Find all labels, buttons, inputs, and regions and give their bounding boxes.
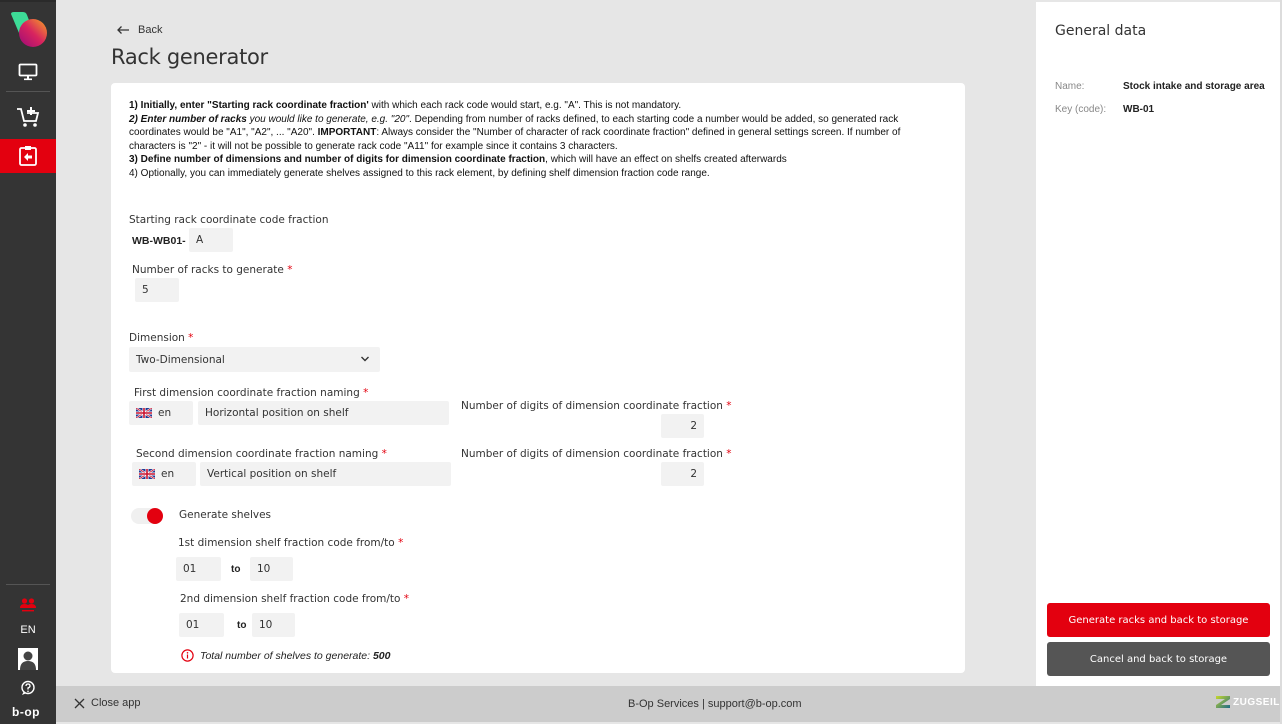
toggle-knob bbox=[147, 508, 163, 524]
close-app-button[interactable] bbox=[74, 697, 141, 709]
name-value: Stock intake and storage area bbox=[1123, 81, 1265, 92]
main-content bbox=[56, 2, 1036, 686]
start-code-prefix: WB-WB01- bbox=[132, 235, 186, 247]
code-key: Key (code): bbox=[1055, 104, 1107, 115]
second-naming-input[interactable]: Vertical position on shelf bbox=[200, 462, 451, 486]
first-digits-input[interactable]: 2 bbox=[661, 414, 704, 438]
sidebar-item-monitor[interactable] bbox=[0, 55, 56, 89]
uk-flag-icon bbox=[136, 408, 152, 418]
range1-to-label: to bbox=[231, 564, 241, 575]
dimension-select[interactable] bbox=[129, 347, 380, 372]
footer-support: B-Op Services | support@b-op.com bbox=[628, 698, 802, 710]
users-icon[interactable] bbox=[19, 597, 37, 613]
range1-from-input[interactable]: 01 bbox=[176, 557, 221, 581]
start-code-label: Starting rack coordinate code fraction bbox=[129, 214, 329, 226]
info-icon bbox=[181, 649, 194, 662]
racks-count-label: Number of racks to generate * bbox=[132, 264, 293, 276]
first-lang-value: en bbox=[158, 407, 172, 419]
sidebar-item-rack-generator[interactable] bbox=[0, 139, 56, 173]
rack-generator-form bbox=[111, 83, 965, 673]
close-app-label: Close app bbox=[91, 697, 141, 709]
second-lang-value: en bbox=[161, 468, 175, 480]
second-naming-label: Second dimension coordinate fraction naming * bbox=[136, 448, 387, 460]
total-shelves-info bbox=[181, 649, 391, 662]
sidebar bbox=[0, 0, 56, 724]
first-naming-input[interactable]: Horizontal position on shelf bbox=[198, 401, 449, 425]
first-digits-label: Number of digits of dimension coordinate fraction * bbox=[461, 400, 732, 412]
instructions bbox=[129, 99, 949, 180]
bop-logo: b-op bbox=[12, 705, 40, 719]
range2-to-input[interactable]: 10 bbox=[252, 613, 295, 637]
brand-text: ZUGSEIL bbox=[1233, 696, 1280, 708]
add-to-cart-icon bbox=[16, 105, 40, 129]
first-lang-select[interactable] bbox=[129, 401, 193, 425]
language-switch[interactable]: EN bbox=[20, 624, 36, 636]
clipboard-arrow-icon bbox=[18, 145, 38, 167]
footer bbox=[56, 686, 1282, 722]
first-naming-label: First dimension coordinate fraction naming * bbox=[134, 387, 369, 399]
app-logo-icon[interactable] bbox=[8, 10, 48, 50]
instruction-2: 2) Enter number of racks you would like to generate, e.g. "20". Depending from number of racks defined, to each starting code a number would be added, so generated rack coordinates would be "A1", "A2", ... "A20". IMPORTANT: Always consider the "Number of character of rack coordinate fraction" defined in general settings screen. If number of characters is "2" - it will not be possible to generate rack code "A11" for example since it contains 3 characters. bbox=[129, 113, 901, 152]
start-code-input[interactable]: A bbox=[189, 228, 233, 252]
sidebar-divider bbox=[6, 91, 50, 92]
range1-label: 1st dimension shelf fraction code from/to * bbox=[178, 537, 404, 549]
monitor-icon bbox=[18, 63, 38, 81]
instruction-1: 1) Initially, enter "Starting rack coordinate fraction' with which each rack code would start, e.g. "A". This is not mandatory. bbox=[129, 100, 682, 111]
second-lang-select[interactable] bbox=[132, 462, 196, 486]
chevron-down-icon bbox=[360, 355, 370, 363]
back-link[interactable] bbox=[116, 24, 162, 36]
instruction-4: 4) Optionally, you can immediately generate shelves assigned to this rack element, by defining shelf dimension fraction code range. bbox=[129, 167, 710, 179]
close-icon bbox=[74, 698, 85, 709]
page-title: Rack generator bbox=[111, 45, 268, 69]
sidebar-divider bbox=[6, 584, 50, 585]
racks-count-input[interactable]: 5 bbox=[135, 278, 179, 302]
dimension-label: Dimension * bbox=[129, 332, 194, 344]
arrow-left-icon bbox=[116, 25, 130, 35]
total-value: 500 bbox=[372, 649, 391, 662]
name-key: Name: bbox=[1055, 81, 1085, 92]
range2-label: 2nd dimension shelf fraction code from/to * bbox=[180, 593, 410, 605]
cancel-button[interactable]: Cancel and back to storage bbox=[1047, 642, 1270, 676]
zugseil-logo bbox=[1216, 696, 1280, 708]
dimension-value: Two-Dimensional bbox=[136, 353, 225, 366]
code-value: WB-01 bbox=[1123, 104, 1155, 115]
panel-title: General data bbox=[1055, 23, 1147, 39]
help-icon[interactable] bbox=[20, 680, 36, 696]
generate-shelves-label: Generate shelves bbox=[179, 509, 272, 521]
general-data-panel bbox=[1036, 2, 1280, 686]
user-avatar-icon[interactable] bbox=[18, 648, 38, 670]
instruction-3: 3) Define number of dimensions and number of digits for dimension coordinate fraction, which will have an effect on shelfs created afterwards bbox=[129, 154, 787, 165]
second-digits-input[interactable]: 2 bbox=[661, 462, 704, 486]
sidebar-item-add-to-cart[interactable] bbox=[0, 100, 56, 134]
second-digits-label: Number of digits of dimension coordinate fraction * bbox=[461, 448, 732, 460]
range2-from-input[interactable]: 01 bbox=[179, 613, 224, 637]
range2-to-label: to bbox=[237, 620, 247, 631]
uk-flag-icon bbox=[139, 469, 155, 479]
range1-to-input[interactable]: 10 bbox=[250, 557, 293, 581]
generate-shelves-toggle[interactable] bbox=[131, 508, 163, 524]
total-label: Total number of shelves to generate: bbox=[200, 649, 373, 662]
back-label: Back bbox=[138, 24, 163, 36]
generate-racks-button[interactable]: Generate racks and back to storage bbox=[1047, 603, 1270, 637]
zugseil-z-icon bbox=[1216, 696, 1230, 708]
